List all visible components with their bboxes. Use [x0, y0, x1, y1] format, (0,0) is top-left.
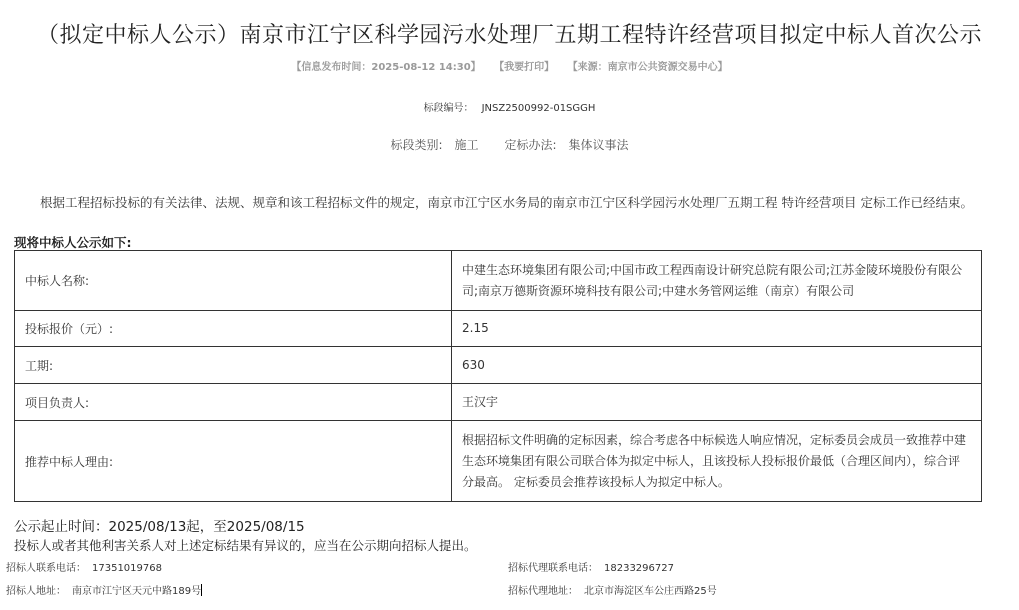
row-key: 项目负责人:: [15, 384, 452, 421]
print-link[interactable]: 【我要打印】: [494, 62, 555, 73]
agent-phone-label: 招标代理联系电话：: [508, 563, 598, 574]
page-title: （拟定中标人公示）南京市江宁区科学园污水处理厂五期工程特许经营项目拟定中标人首次公示: [36, 23, 982, 48]
winner-table: [14, 250, 982, 502]
tenderer-address-value: 南京市江宁区天元中路189号: [72, 586, 202, 597]
agent-phone: [508, 559, 674, 574]
table-row: [15, 251, 982, 311]
row-key: 工期:: [15, 347, 452, 384]
table-row: [15, 311, 982, 347]
agent-address-label: 招标代理地址：: [508, 586, 578, 597]
tenderer-address-label: 招标人地址：: [6, 586, 66, 597]
row-key: 投标报价（元）:: [15, 311, 452, 347]
bid-number: [0, 99, 1019, 114]
bid-number-label: 标段编号：: [423, 103, 474, 114]
source-label: 【来源：南京市公共资源交易中心】: [567, 62, 728, 73]
agent-address-value: 北京市海淀区车公庄西路25号: [584, 586, 717, 597]
tenderer-address: [6, 582, 202, 597]
row-value: 630: [452, 347, 982, 384]
bid-method-label: 定标办法:: [504, 138, 557, 152]
agent-address: [508, 582, 717, 597]
table-row: [15, 421, 982, 502]
bid-type-label: 标段类别:: [390, 138, 443, 152]
row-key: 中标人名称:: [15, 251, 452, 311]
tenderer-phone-label: 招标人联系电话：: [6, 563, 86, 574]
tenderer-phone-value: 17351019768: [92, 563, 162, 574]
row-value: 2.15: [452, 311, 982, 347]
row-value: 中建生态环境集团有限公司;中国市政工程西南设计研究总院有限公司;江苏金陵环境股份有限公司;南京万德斯资源环境科技有限公司;中建水务管网运维（南京）有限公司: [452, 251, 982, 311]
bid-type: [0, 136, 1019, 153]
announce-heading: 现将中标人公示如下:: [14, 235, 132, 250]
intro-paragraph: 根据工程招标投标的有关法律、法规、规章和该工程招标文件的规定，南京市江宁区水务局的南京市江宁区科学园污水处理厂五期工程 特许经营项目 定标工作已经结束。: [40, 195, 973, 210]
table-row: [15, 347, 982, 384]
row-value: 根据招标文件明确的定标因素，综合考虑各中标候选人响应情况，定标委员会成员一致推荐中建生态环境集团有限公司联合体为拟定中标人，且该投标人投标报价最低（合理区间内），综合评分最高。 定标委员会推荐该投标人为拟定中标人。: [452, 421, 982, 502]
bid-method-value: 集体议事法: [568, 138, 629, 152]
publicity-period: 公示起止时间：2025/08/13起，至2025/08/15: [14, 519, 305, 535]
bid-type-value: 施工: [454, 138, 479, 152]
bid-number-value: JNSZ2500992-01SGGH: [481, 103, 596, 114]
meta-bar: [0, 58, 1019, 73]
table-row: [15, 384, 982, 421]
row-key: 推荐中标人理由:: [15, 421, 452, 502]
objection-notice: 投标人或者其他利害关系人对上述定标结果有异议的，应当在公示期向招标人提出。: [14, 538, 477, 553]
text-cursor: [201, 584, 202, 596]
tenderer-phone: [6, 559, 162, 574]
agent-phone-value: 18233296727: [604, 563, 674, 574]
row-value: 王汉宇: [452, 384, 982, 421]
publish-time: 【信息发布时间：2025-08-12 14:30】: [291, 62, 481, 73]
